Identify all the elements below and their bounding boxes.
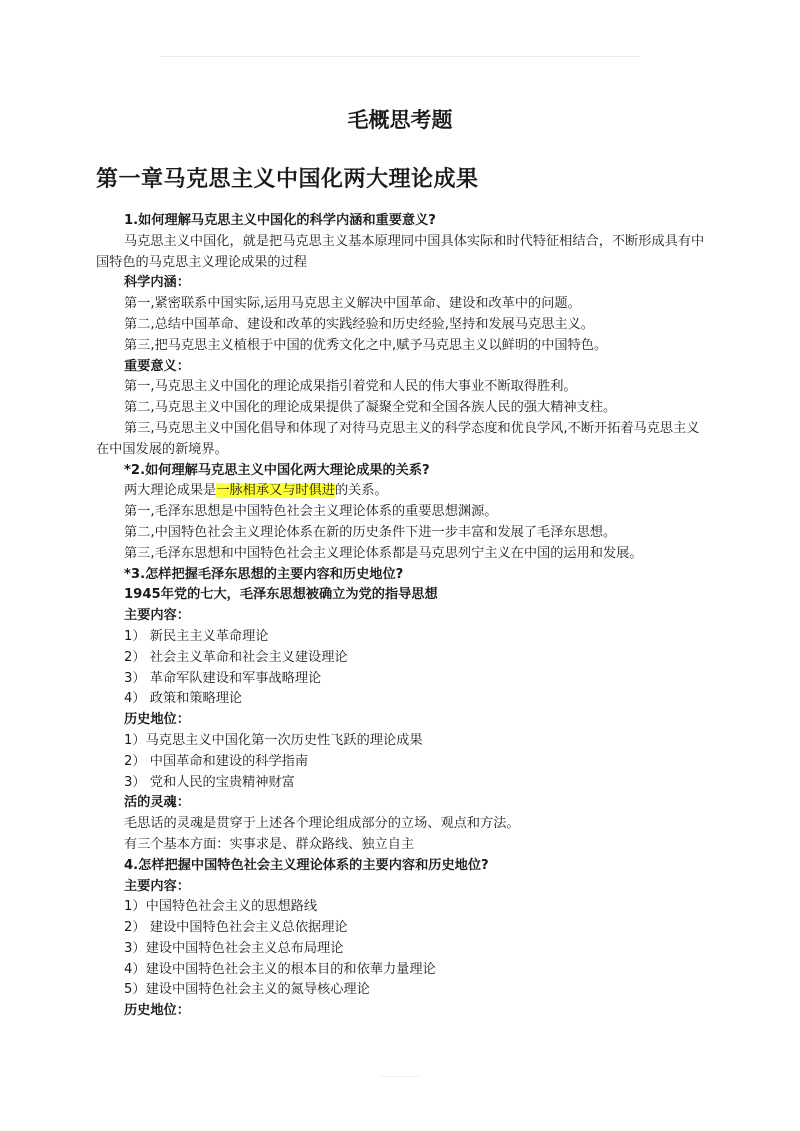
q3-content-item: 1） 新民主主义革命理论: [124, 628, 269, 644]
q1-sci-1: 第一,紧密联系中国实际,运用马克思主义解决中国革命、建设和改革中的问题。: [124, 296, 581, 312]
q3-content-item: 2） 社会主义革命和社会主义建设理论: [124, 649, 348, 665]
q2-rel-suffix: 的关系。: [335, 483, 388, 499]
q4-content-item: 4）建设中国特色社会主义的根本目的和依華力量理论: [124, 961, 436, 977]
q2-item-3: 第三,毛泽东思想和中国特色社会主义理论体系都是马克思列宁主义在中国的运用和发展。: [124, 545, 643, 561]
q4-content-heading: 主要内容：: [124, 878, 190, 894]
question-4: 4.怎样把握中国特色社会主义理论体系的主要内容和历史地位?: [124, 857, 489, 873]
question-1: 1.如何理解马克思主义中国化的科学内涵和重要意义?: [124, 213, 436, 228]
q3-soul-2: 有三个基本方面：实事求是、群众路线、独立自主: [124, 836, 415, 852]
q1-sig-heading: 重要意义：: [124, 358, 190, 374]
q3-content-item: 4） 政策和策略理论: [124, 691, 243, 707]
document-body: [96, 211, 708, 1022]
q3-content-heading: 主要内容：: [124, 608, 190, 624]
q2-item-2: 第二,中国特色社会主义理论体系在新的历史条件下进一步丰富和发展了毛泽东思想。: [124, 524, 617, 540]
q4-history-heading: 历史地位：: [124, 1003, 190, 1019]
q3-history-item: 3） 党和人民的宝贵精神财富: [124, 774, 295, 790]
q3-soul-1: 毛思话的灵魂是贯穿于上述各个理论组成部分的立场、观点和方法。: [124, 816, 520, 832]
q3-history-heading: 历史地位：: [124, 712, 190, 728]
q1-sci-2: 第二,总结中国革命、建设和改革的实践经验和历史经验,坚持和发展马克思主义。: [124, 316, 594, 332]
q4-content-item: 1）中国特色社会主义的思想路线: [124, 899, 318, 915]
q1-sig-2: 第二,马克思主义中国化的理论成果提供了凝聚全党和全国各族人民的强大精神支柱。: [124, 400, 617, 416]
footer-rule: [380, 1076, 420, 1077]
chapter-heading: 第一章马克思主义中国化两大理论成果: [96, 166, 479, 192]
q1-sig-3: 第三,马克思主义中国化倡导和体现了对待马克思主义的科学态度和优良学风,不断开拓着马克思主义在中国发展的新境界。: [96, 420, 700, 457]
q3-history-item: 1）马克思主义中国化第一次历史性飞跃的理论成果: [124, 732, 423, 748]
q1-sci-3: 第三,把马克思主义植根于中国的优秀文化之中,赋予马克思主义以鲜明的中国特色。: [124, 337, 608, 353]
q3-history-item: 2） 中国革命和建设的科学指南: [124, 753, 309, 769]
q1-sig-1: 第一,马克思主义中国化的理论成果指引着党和人民的伟大事业不断取得胜利。: [124, 379, 577, 395]
q3-content-item: 3） 革命军队建设和军事战略理论: [124, 670, 322, 686]
q3-soul-heading: 活的灵魂：: [124, 795, 190, 811]
q1-sci-heading: 科学内涵：: [124, 275, 190, 291]
question-2: *2.如何理解马克思主义中国化两大理论成果的关系?: [124, 462, 430, 478]
q4-content-item: 3）建设中国特色社会主义总布局理论: [124, 940, 344, 956]
q1-definition: 马克思主义中国化，就是把马克思主义基本原理同中国具体实际和时代特征相结合，不断形成具有中国特色的马克思主义理论成果的过程: [96, 233, 705, 270]
q3-subhead: 1945年党的七大，毛泽东思想被确立为党的指导思想: [124, 587, 438, 603]
q4-content-item: 5）建设中国特色社会主义的氮导核心理论: [124, 982, 370, 998]
question-3: *3.怎样把握毛泽东思想的主要内容和历史地位?: [124, 566, 404, 582]
document-title: 毛概思考题: [347, 107, 453, 132]
q2-rel-highlight: 一脉相承又与时俱进: [216, 483, 335, 499]
q2-rel-prefix: 两大理论成果是: [124, 483, 217, 499]
q4-content-item: 2） 建设中国特色社会主义总依据理论: [124, 920, 348, 936]
q2-relation: [96, 481, 708, 502]
q2-item-1: 第一,毛泽东思想是中国特色社会主义理论体系的重要思想渊源。: [124, 504, 498, 520]
